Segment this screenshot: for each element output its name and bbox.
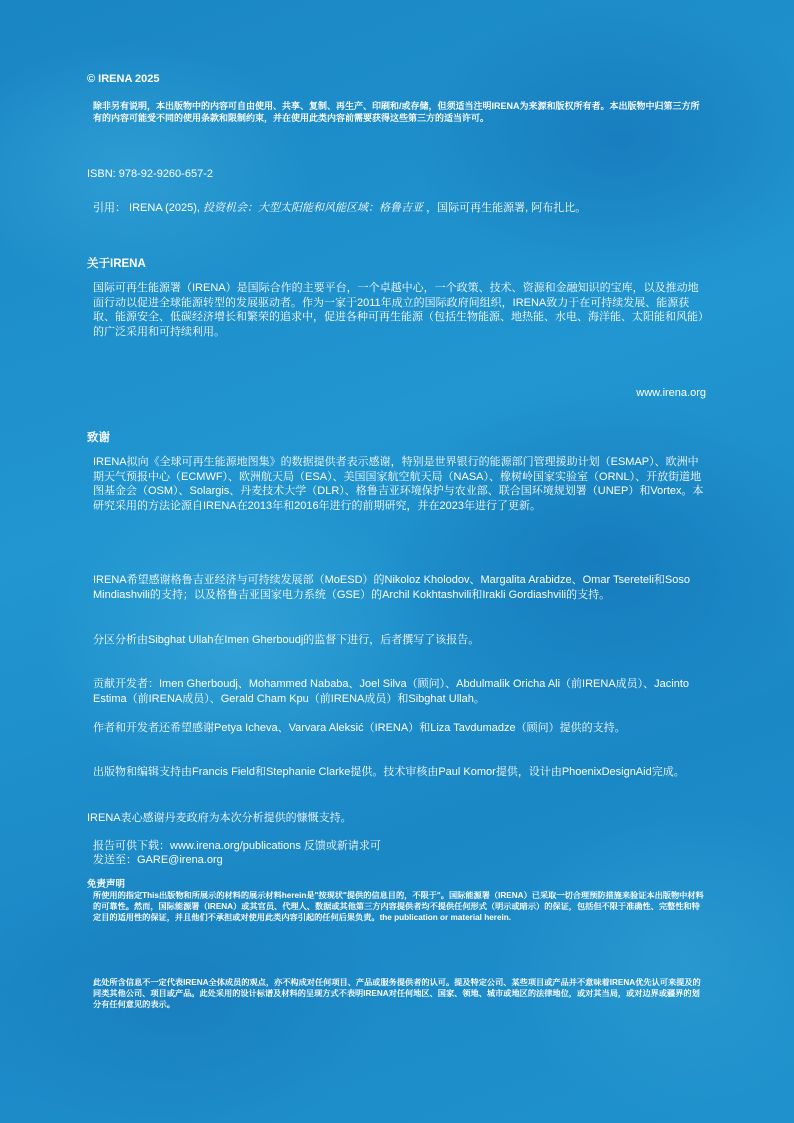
website-link[interactable]: www.irena.org [636, 387, 706, 399]
about-body: 国际可再生能源署（IRENA）是国际合作的主要平台，一个卓越中心，一个政策、技术、资源和金融知识的宝库，以及推动地面行动以促进全球能源转型的发展驱动者。作为一家于2011年成立的国际政府间组织，IRENA致力于在可持续发展、能源获取、能源安全、低碳经济增长和繁荣的追求中，促进各种可再生能源（包括生物能源、地热能、水电、海洋能、太阳能和风能）的广泛采用和可持续利用。 [93, 282, 704, 338]
ack-paragraph-4: 贡献开发者：Imen Gherboudj、Mohammed Nababa、Joel Silva（顾问）、Abdulmalik Oricha Ali（前IRENA成员）、Jacinto Estima（前IRENA成员）、Gerald Cham Kpu（前IRENA成员）和Sibghat Ullah。 [93, 678, 690, 705]
ack-paragraph-2: IRENA希望感谢格鲁吉亚经济与可持续发展部（MoESD）的Nikoloz Kholodov、Margalita Arabidze、Omar Tsereteli和Soso Mindiashvili的支持；以及格鲁吉亚国家电力系统（GSE）的Archil Kokhtashvili和Irakli Gordiashvili的支持。 [93, 574, 691, 601]
ack-paragraph-3: 分区分析由Sibghat Ullah在Imen Gherboudj的监督下进行，后者撰写了该报告。 [93, 634, 480, 646]
ack-paragraph-6: 出版物和编辑支持由Francis Field和Stephanie Clarke提供。技术审核由Paul Komor提供，设计由PhoenixDesignAid完成。 [93, 766, 685, 778]
download-info [93, 840, 707, 867]
disclaimer-paragraph-2: 此处所含信息不一定代表IRENA全体成员的观点，亦不构成对任何项目、产品或服务提供者的认可。提及特定公司、某些项目或产品并不意味着IRENA优先认可来提及的同类其他公司、项目或产品。此处采用的设计标谱及材料的呈现方式不表明IRENA对任何地区、国家、领地、城市或地区的法律地位，或对其当局，或对边界或疆界的划分有任何意见的表示。 [93, 978, 701, 1009]
download-line-2: 发送至：GARE@irena.org [93, 853, 223, 866]
download-line-1: 报告可供下载：www.irena.org/publications 反馈或新请求可 [93, 840, 381, 852]
citation-suffix: ，国际可再生能源署, 阿布扎比。 [423, 202, 587, 214]
ack-paragraph-7: IRENA衷心感谢丹麦政府为本次分析提供的慷慨支持。 [87, 812, 352, 824]
rights-notice: 除非另有说明，本出版物中的内容可自由使用、共享、复制、再生产、印刷和/或存储，但须适当注明IRENA为来源和版权所有者。本出版物中归第三方所有的内容可能受不同的使用条款和限制约束，并在使用此类内容前需要获得这些第三方的适当许可。 [93, 101, 700, 123]
copyright: © IRENA 2025 [87, 73, 160, 85]
citation-prefix: 引用： IRENA (2025), [93, 202, 204, 214]
disclaimer-paragraph-1: 所使用的指定This出版物和所展示的材料的展示材料herein是"按现状"提供的信息目的，不限于"。国际能源署（IRENA）已采取一切合理预防措施来验证本出版物中材料的可靠性。然而，国际能源署（IRENA）或其官员、代理人、数据或其他第三方内容提供者均不提供任何形式（明示或暗示）的保证，包括但不限于准确性、完整性和特定目的适用性的保证，并且他们不承担或对使用此类内容引起的任何后果负责。the publication or material herein. [93, 891, 704, 922]
citation [93, 199, 707, 215]
acknowledgements-heading: 致谢 [87, 432, 110, 444]
citation-title: 投资机会：大型太阳能和风能区域：格鲁吉亚 [203, 202, 424, 214]
disclaimer-heading: 免责声明 [87, 879, 126, 890]
isbn: ISBN: 978-92-9260-657-2 [87, 168, 213, 180]
ack-paragraph-5: 作者和开发者还希望感谢Petya Icheva、Varvara Aleksić（IRENA）和Liza Tavdumadze（顾问）提供的支持。 [93, 722, 626, 734]
ack-paragraph-1: IRENA拟向《全球可再生能源地图集》的数据提供者表示感谢，特别是世界银行的能源部门管理援助计划（ESMAP）、欧洲中期天气预报中心（ECMWF）、欧洲航天局（ESA）、美国国家航空航天局（NASA）、橡树岭国家实验室（ORNL）、开放街道地图基金会（OSM）、Solargis、丹麦技术大学（DLR）、格鲁吉亚环境保护与农业部、联合国环境规划署（UNEP）和Vortex。本研究采用的方法论源自IRENA在2013年和2016年进行的前期研究，并在2023年进行了更新。 [93, 456, 704, 512]
about-heading: 关于IRENA [87, 258, 146, 270]
